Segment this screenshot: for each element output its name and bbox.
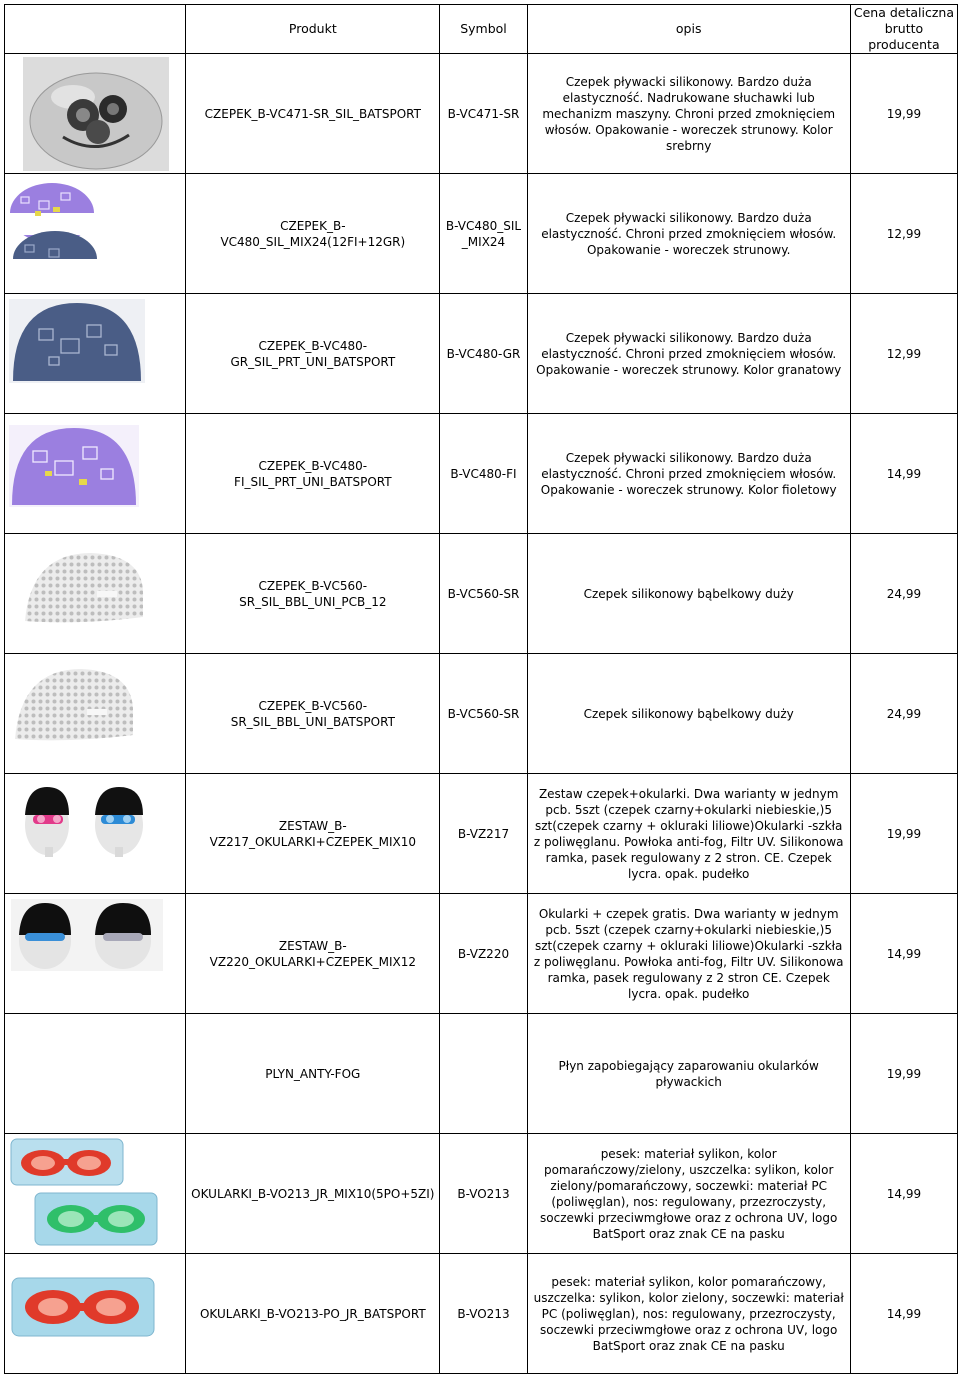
product-symbol: B-VC480-GR: [440, 294, 527, 414]
product-price: 24,99: [850, 534, 957, 654]
product-image-cell: [5, 774, 186, 894]
product-price: 19,99: [850, 774, 957, 894]
product-name: CZEPEK_B-VC480-GR_SIL_PRT_UNI_BATSPORT: [186, 294, 440, 414]
product-description: Czepek pływacki silikonowy. Bardzo duża elastyczność. Chroni przed zmoknięciem włosów. Opakowanie - woreczek strunowy. Kolor fioletowy: [527, 414, 850, 534]
header-symbol: Symbol: [440, 5, 527, 54]
product-name: OKULARKI_B-VO213_JR_MIX10(5PO+5ZI): [186, 1134, 440, 1254]
product-image-cell: [5, 534, 186, 654]
product-description: pesek: materiał sylikon, kolor pomarańczowy/zielony, uszczelka: sylikon, kolor zielony/pomarańczowy, soczewki: materiał PC (poliwęglan), nos: regulowany, przezroczysty, soczewki przeciwmgłowe oraz z ochrona UV, logo BatSport oraz znak CE na pasku: [527, 1134, 850, 1254]
table-row: [5, 774, 958, 894]
table-row: [5, 54, 958, 174]
product-image-cell: [5, 1014, 186, 1134]
product-image-cell: [5, 1134, 186, 1254]
table-row: [5, 414, 958, 534]
bubble-cap-icon: [19, 547, 149, 625]
table-row: [5, 1254, 958, 1374]
junior-goggles-boxes-icon: [9, 1137, 159, 1247]
product-image-cell: [5, 174, 186, 294]
product-symbol: B-VZ217: [440, 774, 527, 894]
table-row: [5, 894, 958, 1014]
table-header-row: [5, 5, 958, 54]
product-image-cell: [5, 894, 186, 1014]
product-price: 24,99: [850, 654, 957, 774]
product-symbol: B-VO213: [440, 1134, 527, 1254]
bubble-cap-icon: [9, 663, 139, 743]
header-product: Produkt: [186, 5, 440, 54]
product-symbol: B-VZ220: [440, 894, 527, 1014]
product-description: Okularki + czepek gratis. Dwa warianty w jednym pcb. 5szt (czepek czarny+okularki niebieskie,)5 szt(czepek czarny + okluraki liliowe)Okularki -szkła z poliwęglanu. Powłoka anti-fog, Filtr UV. Silikonowa ramka, pasek regulowany z 2 stron CE. Czepek lycra. opak. pudełko: [527, 894, 850, 1014]
product-image-cell: [5, 414, 186, 534]
mannequin-heads-cap-goggles-icon: [15, 781, 155, 857]
table-row: [5, 174, 958, 294]
mannequin-heads-cap-goggles-icon: [11, 899, 163, 971]
product-price: 14,99: [850, 414, 957, 534]
product-description: pesek: materiał sylikon, kolor pomarańczowy, uszczelka: sylikon, kolor zielony, soczewki: materiał PC (poliwęglan), nos: regulowany, przezroczysty, soczewki przeciwmgłowe oraz z ochrona UV, logo BatSport oraz znak CE na pasku: [527, 1254, 850, 1374]
table-row: [5, 1014, 958, 1134]
header-image: [5, 5, 186, 54]
junior-goggles-box-icon: [11, 1277, 155, 1337]
product-description: Czepek pływacki silikonowy. Bardzo duża elastyczność. Chroni przed zmoknięciem włosów. Opakowanie - woreczek strunowy. Kolor granatowy: [527, 294, 850, 414]
product-price: 12,99: [850, 294, 957, 414]
product-symbol: B-VC480_SIL_MIX24: [440, 174, 527, 294]
violet-and-navy-caps-icon: [9, 179, 99, 287]
product-symbol: [440, 1014, 527, 1134]
product-description: Czepek pływacki silikonowy. Bardzo duża elastyczność. Chroni przed zmoknięciem włosów. Opakowanie - woreczek strunowy.: [527, 174, 850, 294]
product-name: CZEPEK_B-VC560-SR_SIL_BBL_UNI_PCB_12: [186, 534, 440, 654]
product-name: CZEPEK_B-VC560-SR_SIL_BBL_UNI_BATSPORT: [186, 654, 440, 774]
header-price: Cena detaliczna brutto producenta: [850, 5, 957, 54]
product-price: 19,99: [850, 54, 957, 174]
product-description: Czepek silikonowy bąbelkowy duży: [527, 654, 850, 774]
table-row: [5, 534, 958, 654]
product-description: Płyn zapobiegający zaparowaniu okularków pływackich: [527, 1014, 850, 1134]
product-name: ZESTAW_B-VZ217_OKULARKI+CZEPEK_MIX10: [186, 774, 440, 894]
violet-cap-icon: [9, 425, 139, 507]
product-name: CZEPEK_B-VC480_SIL_MIX24(12FI+12GR): [186, 174, 440, 294]
navy-cap-icon: [9, 299, 145, 383]
product-name: CZEPEK_B-VC471-SR_SIL_BATSPORT: [186, 54, 440, 174]
product-image-cell: [5, 54, 186, 174]
product-description: Czepek silikonowy bąbelkowy duży: [527, 534, 850, 654]
table-row: [5, 294, 958, 414]
silver-cap-printed-icon: [23, 57, 169, 171]
product-catalog-table: [4, 4, 958, 1374]
product-symbol: B-VC560-SR: [440, 654, 527, 774]
product-image-cell: [5, 654, 186, 774]
product-symbol: B-VC560-SR: [440, 534, 527, 654]
product-name: PLYN_ANTY-FOG: [186, 1014, 440, 1134]
table-row: [5, 1134, 958, 1254]
product-image-cell: [5, 1254, 186, 1374]
product-symbol: B-VC480-FI: [440, 414, 527, 534]
product-price: 14,99: [850, 1134, 957, 1254]
product-price: 12,99: [850, 174, 957, 294]
table-row: [5, 654, 958, 774]
product-price: 19,99: [850, 1014, 957, 1134]
header-description: opis: [527, 5, 850, 54]
product-price: 14,99: [850, 894, 957, 1014]
product-price: 14,99: [850, 1254, 957, 1374]
product-description: Zestaw czepek+okularki. Dwa warianty w jednym pcb. 5szt (czepek czarny+okularki niebieskie,)5 szt(czepek czarny + okluraki liliowe)Okularki -szkła z poliwęglanu. Powłoka anti-fog, Filtr UV. Silikonowa ramka, pasek regulowany z 2 stron. CE. Czepek lycra. opak. pudełko: [527, 774, 850, 894]
product-name: OKULARKI_B-VO213-PO_JR_BATSPORT: [186, 1254, 440, 1374]
product-description: Czepek pływacki silikonowy. Bardzo duża elastyczność. Nadrukowane słuchawki lub mechanizm maszyny. Chroni przed zmoknięciem włosów. Opakowanie - woreczek strunowy. Kolor srebrny: [527, 54, 850, 174]
product-name: ZESTAW_B-VZ220_OKULARKI+CZEPEK_MIX12: [186, 894, 440, 1014]
product-symbol: B-VO213: [440, 1254, 527, 1374]
product-image-cell: [5, 294, 186, 414]
product-name: CZEPEK_B-VC480-FI_SIL_PRT_UNI_BATSPORT: [186, 414, 440, 534]
product-symbol: B-VC471-SR: [440, 54, 527, 174]
